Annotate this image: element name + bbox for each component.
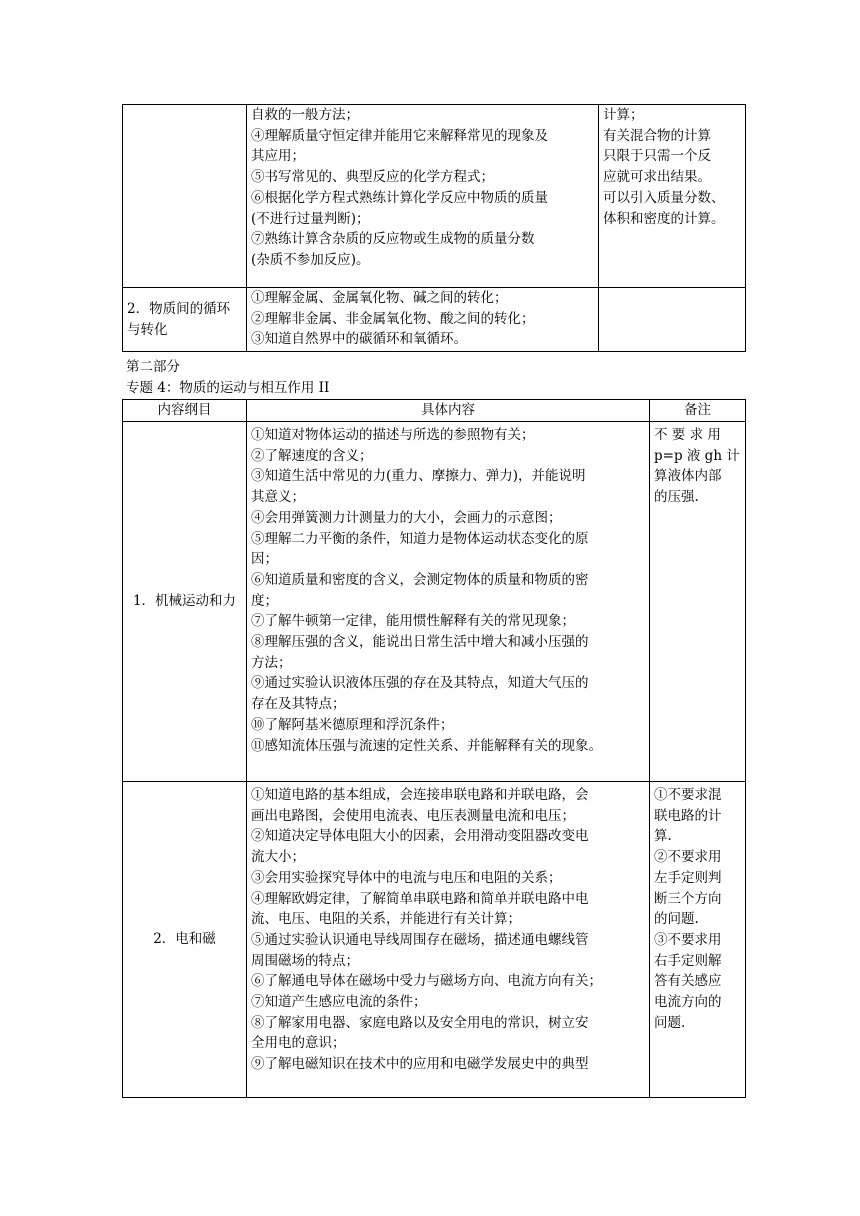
note-line: p=p 液 gh 计 (654, 447, 740, 464)
content-line: ⑧理解压强的含义，能说出日常生活中增大和减小压强的 (251, 634, 589, 651)
content-line: 其应用； (251, 148, 305, 165)
note-line: 右手定则解 (654, 952, 722, 969)
note-cell (599, 288, 746, 352)
column-header: 具体内容 (247, 400, 650, 422)
note-line: 算. (654, 828, 672, 845)
content-line: ⑤理解二力平衡的条件，知道力是物体运动状态变化的原 (251, 530, 589, 547)
content-line: ⑩了解阿基米德原理和浮沉条件； (251, 716, 454, 733)
note-line: 的压强. (654, 489, 699, 506)
content-line: (不进行过量判断)； (251, 210, 370, 227)
outline-cell (123, 288, 247, 352)
content-line: ②理解非金属、非金属氧化物、酸之间的转化； (251, 310, 535, 327)
content-line: 画出电路图，会使用电流表、电压表测量电流和电压； (251, 807, 575, 824)
content-line: ⑤通过实验认识通电导线周围存在磁场，描述通电螺线管 (251, 931, 589, 948)
content-cell (247, 782, 650, 1098)
note-line: 不 要 求 用 (654, 427, 721, 443)
note-line: 的问题. (654, 911, 699, 928)
table-row (123, 422, 746, 782)
content-line: 自救的一般方法； (251, 107, 359, 123)
requirements-table (122, 399, 746, 1098)
note-line: 只限于只需一个反 (603, 148, 711, 165)
note-line: 计算； (603, 107, 644, 123)
requirements-table-continued (122, 104, 746, 352)
content-cell (247, 105, 599, 288)
note-line: 应就可求出结果。 (603, 169, 711, 186)
content-line: ⑦知道产生感应电流的条件； (251, 994, 427, 1011)
note-line: 联电路的计 (654, 807, 722, 824)
content-line: ④会用弹簧测力计测量力的大小，会画力的示意图； (251, 509, 562, 526)
content-line: 存在及其特点； (251, 696, 346, 713)
note-line: 电流方向的 (654, 994, 722, 1011)
content-line: ⑥根据化学方程式熟练计算化学反应中物质的质量 (251, 189, 548, 206)
topic-title: 专题 4：物质的运动与相互作用 II (126, 380, 330, 396)
note-line: 问题. (654, 1014, 686, 1031)
note-line: 断三个方向 (654, 890, 722, 907)
outline-cell (123, 105, 247, 288)
content-line: 其意义； (251, 489, 305, 506)
content-line: 因； (251, 551, 278, 568)
note-cell (650, 422, 746, 782)
content-line: ①知道电路的基本组成，会连接串联电路和并联电路，会 (251, 787, 589, 803)
note-line: 有关混合物的计算 (603, 127, 711, 144)
content-line: ⑥知道质量和密度的含义，会测定物体的质量和物质的密 (251, 571, 589, 588)
note-line: ①不要求混 (654, 787, 722, 803)
outline-cell: 2．电和磁 (123, 782, 247, 1098)
content-cell (247, 288, 599, 352)
content-line: ③知道自然界中的碳循环和氧循环。 (251, 331, 467, 348)
content-line: ⑦了解牛顿第一定律，能用惯性解释有关的常见现象； (251, 613, 575, 630)
content-line: 方法； (251, 654, 292, 671)
content-line: ②了解速度的含义； (251, 447, 373, 464)
content-line: ③会用实验探究导体中的电流与电压和电阻的关系； (251, 869, 562, 886)
note-line: 体积和密度的计算。 (603, 210, 725, 227)
outline-cell: 1．机械运动和力 (123, 422, 247, 782)
content-line: 全用电的意识； (251, 1035, 346, 1052)
content-line: ⑥了解通电导体在磁场中受力与磁场方向、电流方向有关； (251, 973, 602, 990)
content-line: ①理解金属、金属氧化物、碱之间的转化； (251, 290, 508, 306)
content-line: ③知道生活中常见的力(重力、摩擦力、弹力)，并能说明 (251, 468, 586, 485)
table-row (123, 782, 746, 1098)
content-line: ①知道对物体运动的描述与所选的参照物有关； (251, 427, 535, 443)
content-line: ⑪感知流体压强与流速的定性关系、并能解释有关的现象。 (251, 737, 602, 754)
note-line: ②不要求用 (654, 849, 722, 866)
content-line: ⑨了解电磁知识在技术中的应用和电磁学发展史中的典型 (251, 1056, 589, 1073)
column-header: 内容纲目 (123, 400, 247, 422)
note-line: 左手定则判 (654, 869, 722, 886)
content-line: ⑨通过实验认识液体压强的存在及其特点，知道大气压的 (251, 675, 589, 692)
content-cell (247, 422, 650, 782)
note-line: 可以引入质量分数、 (603, 189, 725, 206)
content-line: ④理解质量守恒定律并能用它来解释常见的现象及 (251, 127, 548, 144)
note-line: 答有关感应 (654, 973, 722, 990)
content-line: ⑤书写常见的、典型反应的化学方程式； (251, 169, 494, 186)
note-line: 算液体内部 (654, 468, 722, 485)
table-header-row (123, 400, 746, 422)
table-row (123, 288, 746, 352)
note-cell (599, 105, 746, 288)
outline-line: 2．物质间的循环 (127, 300, 231, 317)
column-header: 备注 (650, 400, 746, 422)
section-title: 第二部分 (126, 359, 180, 375)
content-line: 度； (251, 592, 278, 609)
content-line: ⑧了解家用电器、家庭电路以及安全用电的常识，树立安 (251, 1014, 589, 1031)
table-row (123, 105, 746, 288)
content-line: ④理解欧姆定律，了解简单串联电路和简单并联电路中电 (251, 890, 589, 907)
content-line: ②知道决定导体电阻大小的因素，会用滑动变阻器改变电 (251, 828, 589, 845)
note-line: ③不要求用 (654, 931, 722, 948)
content-line: (杂质不参加反应)。 (251, 251, 370, 268)
outline-line: 与转化 (127, 321, 168, 338)
content-line: 周围磁场的特点； (251, 952, 359, 969)
note-cell (650, 782, 746, 1098)
content-line: 流大小； (251, 849, 305, 866)
content-line: ⑦熟练计算含杂质的反应物或生成物的质量分数 (251, 231, 535, 248)
content-line: 流、电压、电阻的关系，并能进行有关计算； (251, 911, 521, 928)
